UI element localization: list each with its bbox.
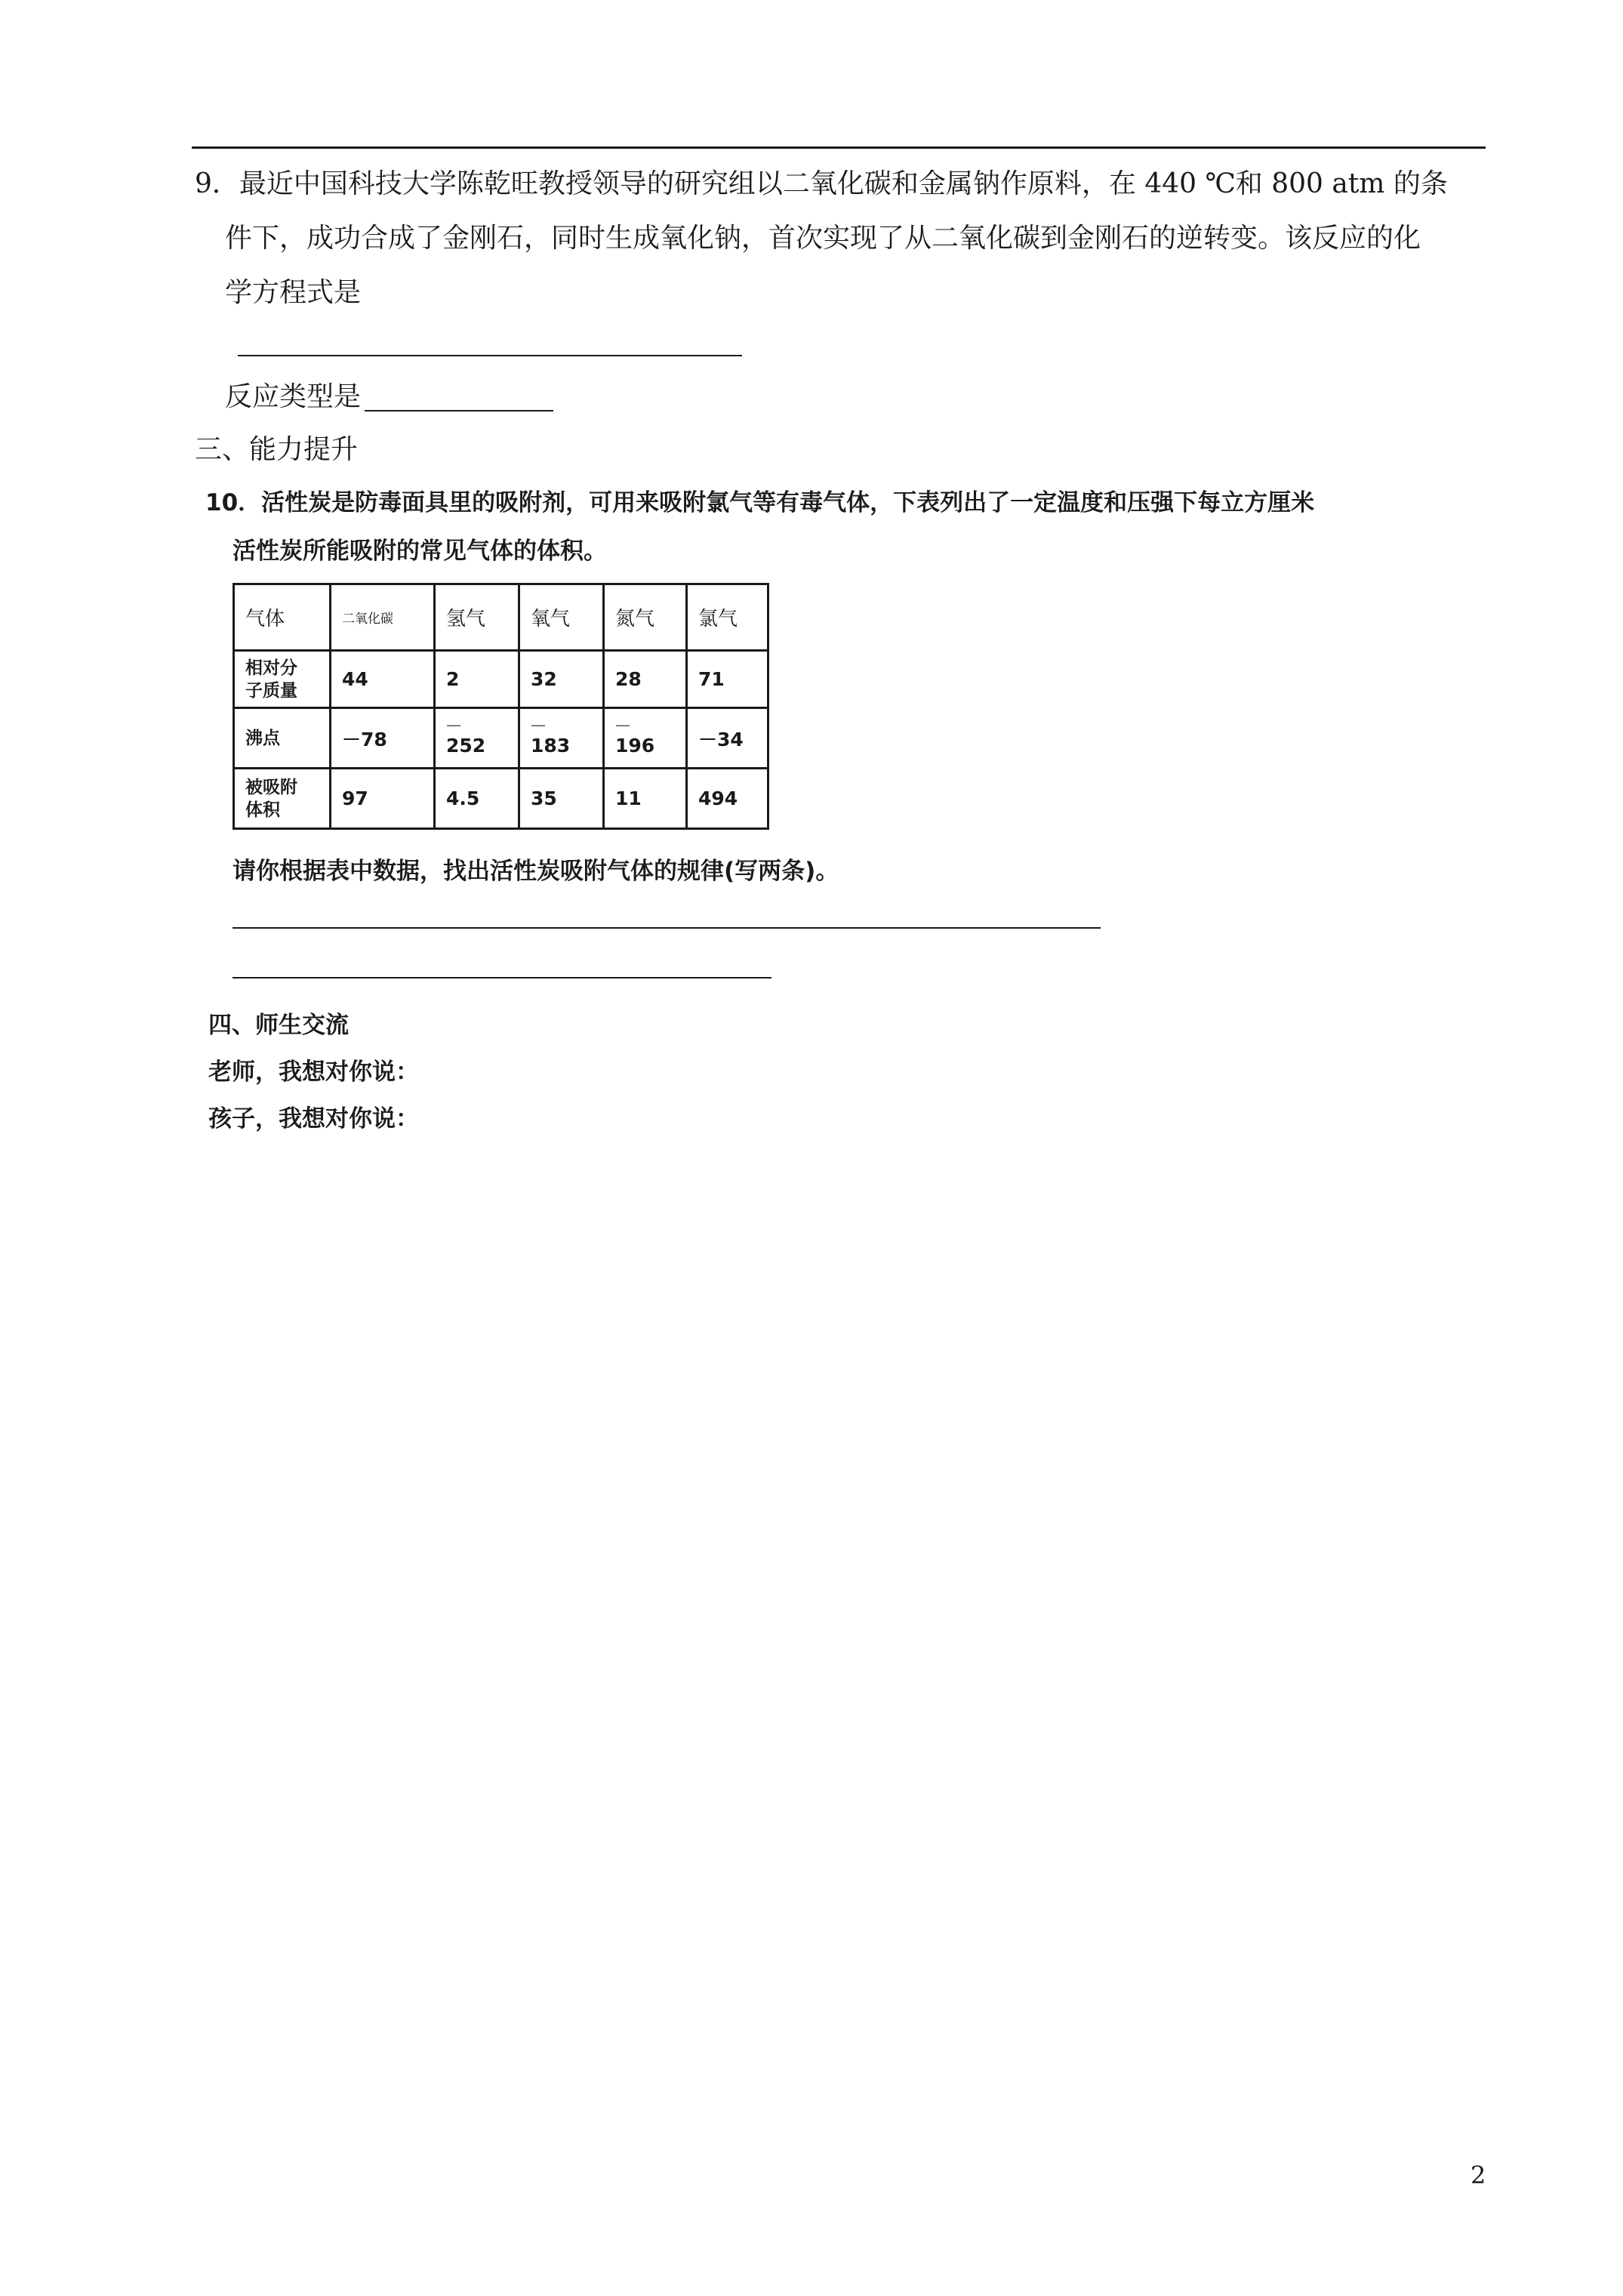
- header-cell-cl2: 氯气: [687, 584, 768, 651]
- q9-line-2: 件下，成功合成了金刚石，同时生成氧化钠，首次实现了从二氧化碳到金刚石的逆转变。该反应的化: [225, 223, 1421, 254]
- section-4-title: 四、师生交流: [208, 1012, 349, 1039]
- table-cell: 35: [519, 769, 604, 829]
- q10-prompt: 请你根据表中数据，找出活性炭吸附气体的规律(写两条)。: [233, 858, 839, 885]
- q9-line-1: 9．最近中国科技大学陈乾旺教授领导的研究组以二氧化碳和金属钠作原料，在 440 ℃和 800 atm 的条: [195, 168, 1448, 199]
- table-cell: 28: [604, 651, 687, 708]
- table-header-row: [234, 584, 768, 651]
- cell-value: 183: [531, 734, 571, 757]
- table-cell: 11: [604, 769, 687, 829]
- teacher-message-label: 老师，我想对你说：: [208, 1059, 419, 1086]
- table-row-boiling-point: [234, 708, 768, 769]
- student-message-label: 孩子，我想对你说：: [208, 1105, 419, 1133]
- rule-answer-blank-2[interactable]: [233, 977, 771, 978]
- table-cell: 494: [687, 769, 768, 829]
- gas-adsorption-table: [233, 583, 769, 830]
- minus-dash: —: [615, 715, 630, 734]
- section-3-title: 三、能力提升: [195, 434, 359, 465]
- row-label-line-a: 被吸附: [245, 777, 297, 797]
- row-label-line-a: 相对分: [245, 658, 297, 678]
- q10-line-2: 活性炭所能吸附的常见气体的体积。: [233, 538, 607, 565]
- header-cell-co2: 二氧化碳: [331, 584, 435, 651]
- row-label-boiling-point: 沸点: [234, 708, 331, 769]
- q9-line-3: 学方程式是: [225, 277, 362, 308]
- header-cell-h2: 氢气: [435, 584, 519, 651]
- minus-dash: —: [446, 715, 461, 734]
- minus-dash: —: [531, 715, 546, 734]
- table-cell: [519, 708, 604, 769]
- table-cell: [435, 708, 519, 769]
- row-label-molecular-mass: [234, 651, 331, 708]
- table-cell: －34: [687, 708, 768, 769]
- page-number: 2: [1471, 2161, 1486, 2190]
- header-cell-n2: 氮气: [604, 584, 687, 651]
- row-label-line-b: 子质量: [245, 680, 297, 701]
- rule-answer-blank-1[interactable]: [233, 927, 1101, 929]
- row-label-line-b: 体积: [245, 800, 280, 820]
- table-row-molecular-mass: [234, 651, 768, 708]
- table-cell: 44: [331, 651, 435, 708]
- row-label-adsorbed-volume: [234, 769, 331, 829]
- reaction-type-answer-blank[interactable]: [365, 410, 553, 411]
- equation-answer-blank[interactable]: [238, 355, 742, 356]
- q10-line-1: 10．活性炭是防毒面具里的吸附剂，可用来吸附氯气等有毒气体，下表列出了一定温度和压强下每立方厘米: [205, 489, 1315, 516]
- table-cell: 4.5: [435, 769, 519, 829]
- reaction-type-label: 反应类型是: [225, 381, 362, 412]
- table-cell: 32: [519, 651, 604, 708]
- header-cell-gas: 气体: [234, 584, 331, 651]
- header-rule: [192, 146, 1486, 149]
- cell-value: 252: [446, 734, 486, 757]
- table-cell: [604, 708, 687, 769]
- header-cell-o2: 氧气: [519, 584, 604, 651]
- table-row-adsorbed-volume: [234, 769, 768, 829]
- table-cell: 2: [435, 651, 519, 708]
- table-cell: 97: [331, 769, 435, 829]
- table-cell: 71: [687, 651, 768, 708]
- cell-value: 196: [615, 734, 655, 757]
- table-cell: －78: [331, 708, 435, 769]
